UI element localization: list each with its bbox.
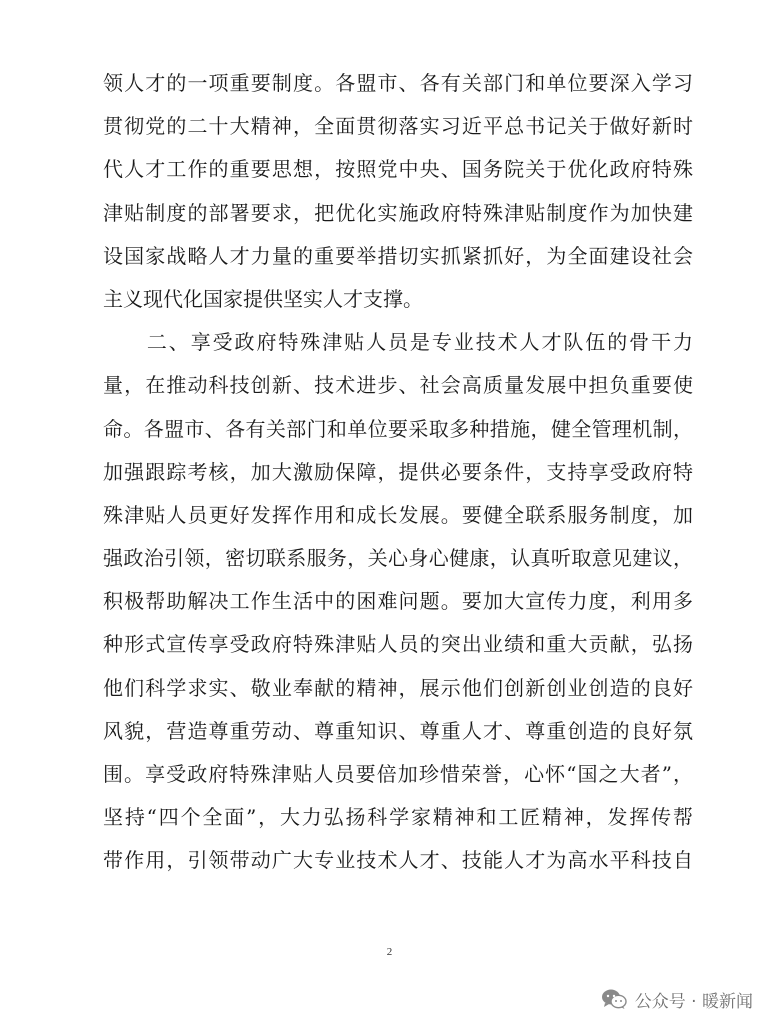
text-line: 积极帮助解决工作生活中的困难问题。要加大宣传力度，利用多 — [103, 589, 693, 614]
text-line: 设国家战略人才力量的重要举措切实抓紧抓好，为全面建设社会 — [103, 243, 693, 268]
text-line: 坚持“四个全面”，大力弘扬科学家精神和工匠精神，发挥传帮 — [103, 805, 693, 830]
text-line: 命。各盟市、各有关部门和单位要采取多种措施，健全管理机制， — [103, 416, 693, 441]
text-line: 贯彻党的二十大精神，全面贯彻落实习近平总书记关于做好新时 — [103, 114, 693, 139]
text-line: 风貌，营造尊重劳动、尊重知识、尊重人才、尊重创造的良好氛 — [103, 718, 693, 743]
text-line: 强政治引领，密切联系服务，关心身心健康，认真听取意见建议， — [103, 546, 693, 571]
page-number: 2 — [386, 946, 393, 958]
text-line: 二、享受政府特殊津贴人员是专业技术人才队伍的骨干力 — [103, 330, 693, 355]
text-line: 带作用，引领带动广大专业技术人才、技能人才为高水平科技自 — [103, 848, 693, 873]
text-line: 代人才工作的重要思想，按照党中央、国务院关于优化政府特殊 — [103, 157, 693, 182]
text-line: 围。享受政府特殊津贴人员要倍加珍惜荣誉，心怀“国之大者”， — [103, 762, 693, 786]
watermark — [601, 985, 753, 1013]
document-body — [103, 62, 693, 883]
text-line: 加强跟踪考核，加大激励保障，提供必要条件，支持享受政府特 — [103, 459, 693, 484]
text-line: 量，在推动科技创新、技术进步、社会高质量发展中担负重要使 — [103, 373, 693, 398]
text-line: 他们科学求实、敬业奉献的精神，展示他们创新创业创造的良好 — [103, 675, 693, 700]
text-line: 主义现代化国家提供坚实人才支撑。 — [103, 286, 423, 311]
wechat-icon — [601, 988, 627, 1010]
text-line: 领人才的一项重要制度。各盟市、各有关部门和单位要深入学习 — [103, 71, 693, 95]
text-line: 种形式宣传享受政府特殊津贴人员的突出业绩和重大贡献，弘扬 — [103, 632, 693, 657]
text-line: 津贴制度的部署要求，把优化实施政府特殊津贴制度作为加快建 — [103, 200, 693, 225]
watermark-text: 公众号 · 暖新闻 — [634, 991, 753, 1012]
text-line: 殊津贴人员更好发挥作用和成长发展。要健全联系服务制度，加 — [103, 502, 693, 527]
